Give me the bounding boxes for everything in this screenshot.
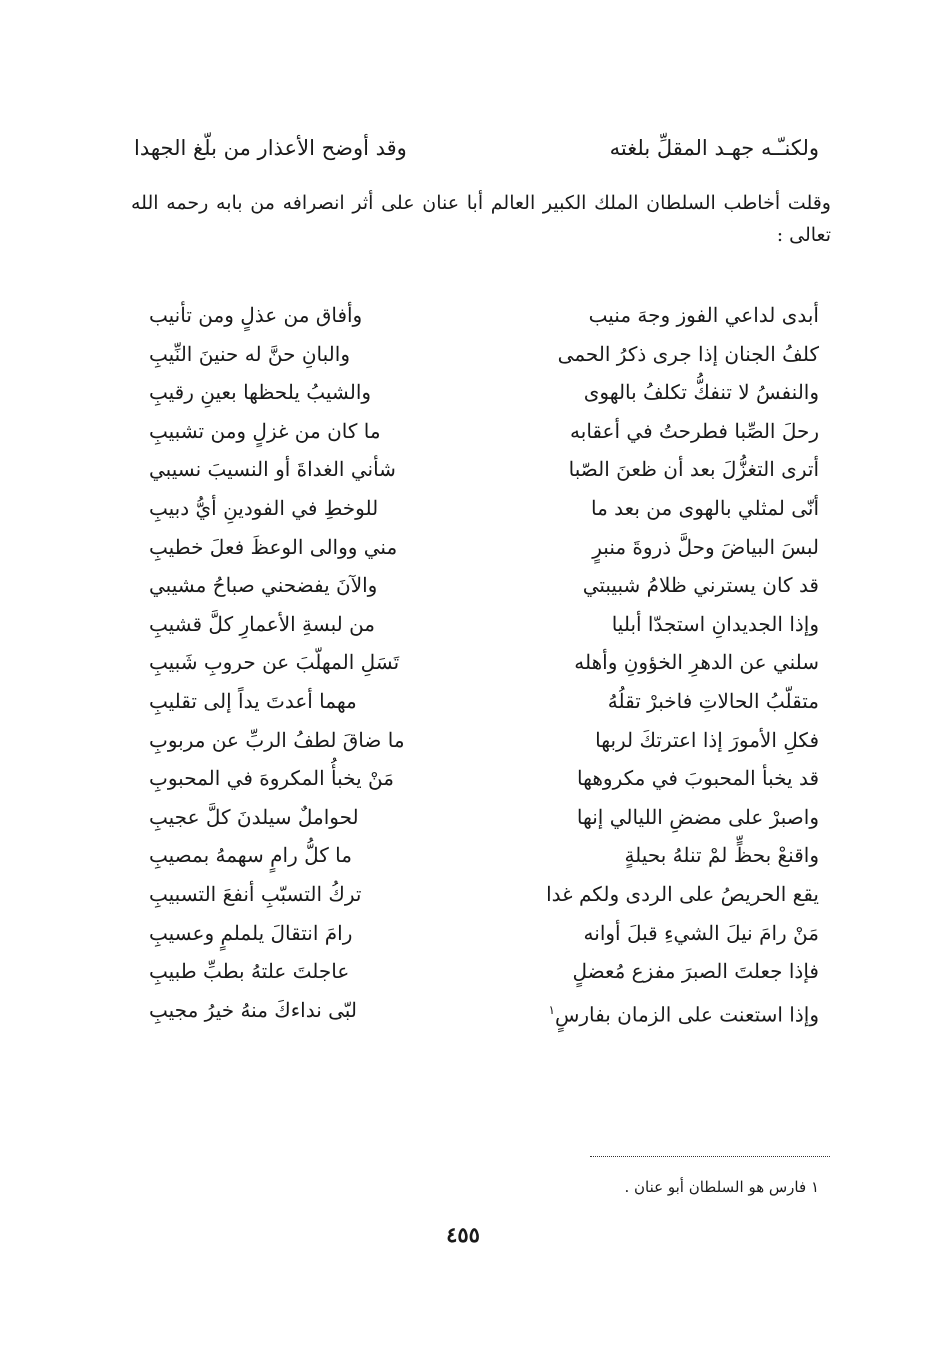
couplet xyxy=(149,759,819,798)
couplet xyxy=(149,721,819,760)
couplet-first-hemistich: لبسَ البياضَ وحلَّ ذروةَ منبرٍ xyxy=(592,534,819,559)
couplet xyxy=(149,450,819,489)
couplet-first-hemistich: وإذا الجديدانِ استجدّا أبليا xyxy=(611,611,819,636)
couplet-second-hemistich: والآنَ يفضحني صباحُ مشيبي xyxy=(149,573,378,598)
page-number: ٤٥٥ xyxy=(446,1222,480,1247)
couplet-second-hemistich: ما كلُّ رامٍ سهمهُ بمصيبِ xyxy=(149,843,352,868)
couplet-first-hemistich: قد يخبأ المحبوبَ في مكروهها xyxy=(577,766,819,791)
couplet-second-hemistich: رامَ انتقالَ يلملمٍ وعسيبِ xyxy=(149,920,353,945)
couplet-first-hemistich: سلني عن الدهرِ الخؤونِ وأهله xyxy=(574,650,819,675)
couplet xyxy=(149,836,819,875)
couplet xyxy=(149,914,819,953)
couplet-first-hemistich: متقلّبُ الحالاتِ فاخبرْ تقلُهُ xyxy=(607,688,819,713)
couplet xyxy=(149,296,819,335)
couplet-first-hemistich: رحلَ الصِّبا فطرحتُ في أعقابه xyxy=(570,418,819,443)
couplet-second-hemistich: والبانِ حنَّ له حنينَ النِّيبِ xyxy=(149,341,350,366)
poem xyxy=(149,296,819,1029)
footnote: ١ فارس هو السلطان أبو عنان . xyxy=(624,1178,819,1196)
couplet-first-hemistich: أبدى لداعي الفوز وجهَ منيب xyxy=(588,303,819,327)
footnote-divider xyxy=(590,1156,830,1157)
couplet-first-hemistich: أترى التغزُّلَ بعد أن ظعنَ الصّبا xyxy=(568,457,819,482)
couplet-text: وإذا استعنت على الزمان بفارسٍ xyxy=(554,1002,819,1027)
couplet-first-hemistich xyxy=(499,991,819,1034)
couplet-second-hemistich: شأني الغداةَ أو النسيبَ نسيبي xyxy=(149,457,396,482)
couplet-second-hemistich: تركُ التسبّبِ أنفعَ التسبيبِ xyxy=(149,881,362,906)
couplet-second-hemistich: للوخطِ في الفودينِ أيُّ دبيبِ xyxy=(149,495,379,520)
couplet xyxy=(149,875,819,914)
couplet-second-hemistich: مهما أعدتَ يداً إلى تقليبِ xyxy=(149,688,357,713)
couplet-first-hemistich: واقنعْ بحظٍّ لمْ تنلهُ بحيلةٍ xyxy=(624,843,819,868)
couplet xyxy=(149,798,819,837)
couplet-second-hemistich: لبّى نداءكَ منهُ خيرُ مجيبِ xyxy=(149,997,357,1022)
couplet-first-hemistich: كلفُ الجنان إذا جرى ذكرُ الحمى xyxy=(557,341,819,366)
opening-verse xyxy=(134,128,819,168)
couplet xyxy=(149,682,819,721)
couplet-first-hemistich: مَنْ رامَ نيلَ الشيءِ قبلَ أوانه xyxy=(583,920,819,945)
couplet-first-hemistich: أنّى لمثلي بالهوى من بعد ما xyxy=(591,495,819,520)
couplet-first-hemistich: يقع الحريصُ على الردى ولكم غدا xyxy=(546,881,819,906)
couplet xyxy=(149,489,819,528)
couplet-second-hemistich: ما كان من غزلٍ ومن تشبيبِ xyxy=(149,418,381,443)
couplet-first-hemistich: فكلِ الأمورَ إذا اعترتكَ لربها xyxy=(595,727,819,752)
couplet-second-hemistich: ما ضاقَ لطفُ الربِّ عن مربوبِ xyxy=(149,727,405,752)
couplet xyxy=(149,528,819,567)
couplet xyxy=(149,412,819,451)
couplet-second-hemistich: مَنْ يخبأُ المكروهَ في المحبوبِ xyxy=(149,766,394,791)
couplet-second-hemistich: والشيبُ يلحظها بعينِ رقيبِ xyxy=(149,380,372,405)
prose-paragraph: وقلت أخاطب السلطان الملك الكبير العالم أبا عنان على أثر انصرافه من بابه رحمه الله تعالى : xyxy=(131,192,831,246)
couplet xyxy=(149,335,819,374)
couplet xyxy=(149,643,819,682)
couplet-second-hemistich: تَسَلِ المهلّبَ عن حروبِ شَبيبِ xyxy=(149,650,400,675)
couplet xyxy=(149,991,819,1030)
couplet-first-hemistich: فإذا جعلتَ الصبرَ مفزع مُعضلٍ xyxy=(572,959,819,984)
couplet-first-hemistich: واصبرْ على مضضِ الليالي إنها xyxy=(576,804,819,829)
couplet xyxy=(149,373,819,412)
couplet-second-hemistich: لحواملٌ سيلدنَ كلَّ عجيبِ xyxy=(149,804,359,829)
couplet-first-hemistich: قد كان يسترني ظلامُ شبيبتي xyxy=(582,573,819,598)
couplet-first-hemistich: والنفسُ لا تنفكُّ تكلفُ بالهوى xyxy=(583,380,819,405)
couplet-second-hemistich: وأفاق من عذلٍ ومن تأنيب xyxy=(149,303,363,327)
couplet xyxy=(149,605,819,644)
couplet-second-hemistich: عاجلتَ علتهُ بطبِّ طبيبِ xyxy=(149,959,350,984)
couplet-second-hemistich: من لبسةِ الأعمارِ كلَّ قشيبِ xyxy=(149,611,376,636)
verse-first-hemistich: ولكنـّـه جهـد المقلِّ بلغته xyxy=(609,136,819,160)
couplet xyxy=(149,952,819,991)
couplet-second-hemistich: مني ووالى الوعظَ فعلَ خطيبِ xyxy=(149,534,398,559)
couplet xyxy=(149,566,819,605)
verse-second-hemistich: وقد أوضح الأعذار من بلّغ الجهدا xyxy=(134,136,407,160)
footnote-marker: ١ xyxy=(548,1002,555,1017)
